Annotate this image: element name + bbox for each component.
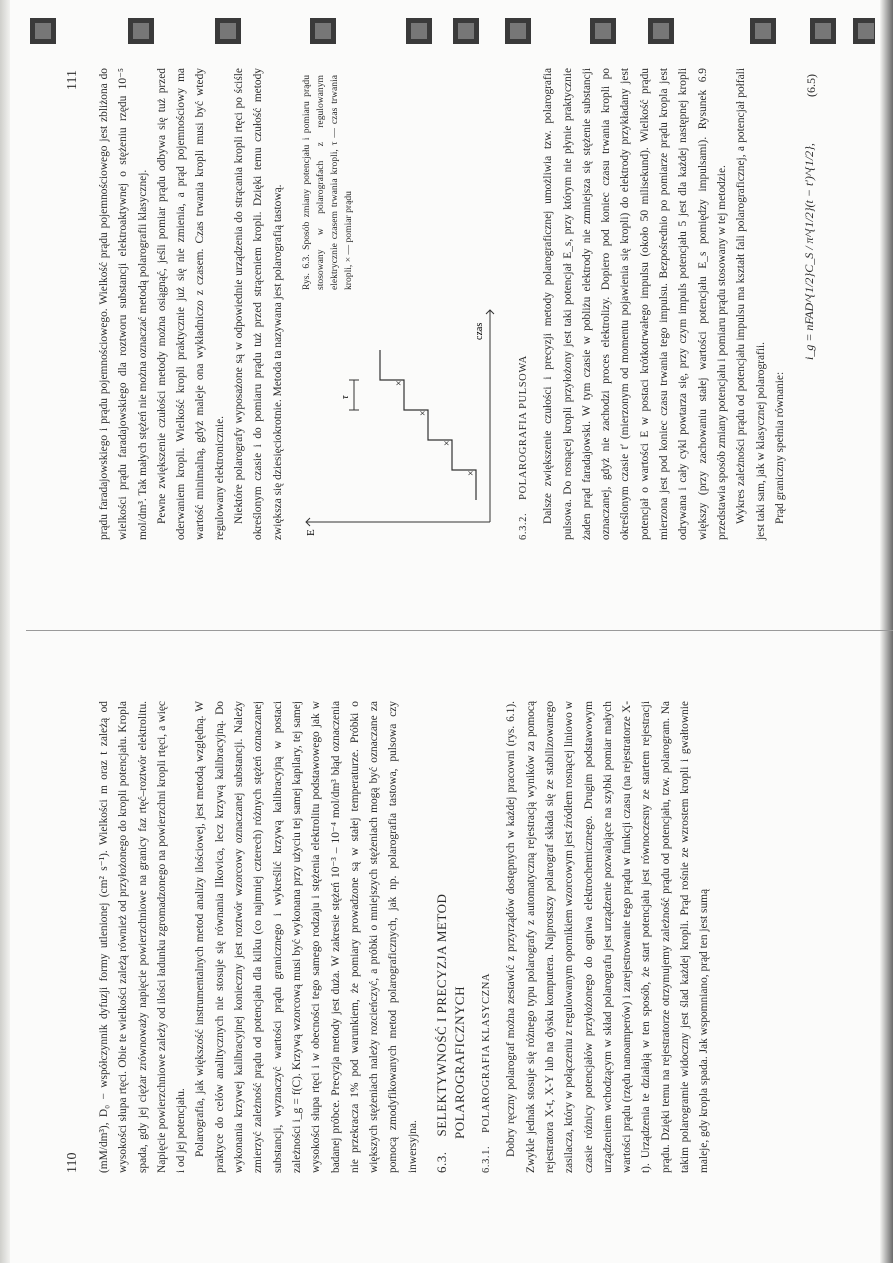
paragraph: Pewne zwiększenie czułości metody można osiągnąć, jeśli pomiar prądu odbywa się tuż przed oderwaniem kropli. Wielkość kropli praktycznie już się nie zmienia, a prąd pojemnościowy ma wartość minimalną, gdyż maleje ona wykładniczo z czasem. Czas trwania kropli musi być wtedy regulowany elektronicznie. <box>155 68 226 540</box>
paragraph: Prąd graniczny spełnia równanie: <box>773 371 786 524</box>
paragraph: (mM/dm³), D₀ − współczynnik dyfuzji formy utlenionej (cm² s⁻¹). Wielkości m oraz t zależą od wysokości słupa rtęci. Obie te wielkości zależą również od przyłożonego do kropli potencjału. Kropla spada, gdy jej ciężar zrównoważy napięcie powierzchniowe na granicy faz rtęć–roztwór elektrolitu. Napięcie powierzchniowe zależy od ilości ładunku zgromadzonego na powierzchni kropli rtęci, a więc i od jej potencjału. <box>98 701 188 1173</box>
potential-staircase-diagram <box>294 300 506 540</box>
section-title: SELEKTYWNOŚĆ I PRECYZJA METOD <box>434 893 450 1137</box>
subsection-heading <box>477 701 496 1173</box>
paragraph: prądu faradajowskiego i prądu pojemnościowego. Wielkość prądu pojemnościowego jest zbliżona do wielkości prądu faradajowskiego dla roztworu substancji elektroaktywnej o stężeniu rzędu 10⁻⁵ mol/dm³. Tak małych stężeń nie można oznaczać metodą polarografii klasycznej. <box>98 68 149 540</box>
section-number: 6.3. <box>434 1151 450 1173</box>
equation-formula: i_g = nFAD^{1/2}C_S / π^{1/2}(t − t′)^{1/2}, <box>802 143 817 360</box>
figure-6-3 <box>294 68 506 540</box>
current-measure-mark: × <box>441 440 453 446</box>
left-page <box>0 633 893 1263</box>
paragraph: Polarografia, jak większość instrumentalnych metod analizy ilościowej, jest metodą względną. W praktyce do celów analitycznych nie stosuje się równania Ilkovica, lecz krzywą kalibracyjną. Do wykonania krzywej kalibracyjnej konieczny jest roztwór wzorcowy oznaczanej substancji. Należy zmierzyć zależność prądu od potencjału dla kilku (co najmniej czterech) różnych stężeń oznaczanej substancji, wyznaczyć wartości prądu granicznego i wykreślić krzywą kalibracyjną w postaci zależności i_g = f(C). Krzywą wzorcową musi być wykonana przy użyciu tej samej kapilary, tej samej wysokości słupa rtęci i w obecności tego samego rodzaju i stężenia elektrolitu podstawowego jak w badanej próbce. Precyzja metody jest duża. W zakresie stężeń 10⁻³ – 10⁻⁴ mol/dm³ błąd oznaczenia nie przekracza 1% pod warunkiem, że pomiary prowadzone są w stałej temperaturze. Próbki o większych stężeniach należy rozcieńczyć, a próbki o mniejszych stężeniach mogą być oznaczane za pomocą zmodyfikowanych metod polarograficznych, jak np. polarografia tastowa, pulsowa czy inwersyjna. <box>194 701 419 1173</box>
text-column <box>95 701 715 1173</box>
page-number: 110 <box>65 1152 80 1173</box>
current-measure-mark: × <box>417 410 429 416</box>
current-measure-mark: × <box>465 470 477 476</box>
subsection-title: POLAROGRAFIA KLASYCZNA <box>481 972 493 1133</box>
tau-label: τ <box>339 395 351 399</box>
figure-caption: Rys. 6.3. Sposób zmiany potencjału i pomiaru prądu stosowany w polarografach z regulowanym elektrycznie czasem trwania kropli, τ — czas trwania kropli, × — pomiar prądu <box>300 75 354 290</box>
paragraph: Niektóre polarografy wyposażone są w odpowiednie urządzenia do strącania kropli rtęci po ściśle określonym czasie i do pomiaru prądu tuż przed strąceniem kropli. Dzięki temu czułość metody zwiększa się dziesięciokrotnie. Metoda ta nazywana jest polarografią tastową. <box>233 68 284 540</box>
subsection-heading <box>514 68 533 540</box>
y-axis-label: E <box>304 529 317 536</box>
subsection-number: 6.3.2. <box>517 512 529 540</box>
page-number: 111 <box>65 70 80 90</box>
x-axis-label: czas <box>473 322 485 340</box>
paragraph: Wykres zależności prądu od potencjału impulsu ma kształt fali polarograficznej, a potencjał połfali jest taki sam, jak w klasycznej polarografii. <box>735 68 767 540</box>
subsection-number: 6.3.1. <box>481 1145 493 1173</box>
equation-number: (6.5) <box>804 74 819 97</box>
right-page <box>0 0 893 630</box>
current-measure-mark: × <box>393 380 405 386</box>
paragraph: Dobry ręczny polarograf można zestawić z przyrządów dostępnych w każdej pracowni (rys. 6.1). Zwykle jednak stosuje się różnego typu polarografy z automatyczną rejestracją wyników za pomocą rejestratora X-t, X-Y lub na dysku komputera. Najprostszy polarograf składa się ze stabilizowanego zasilacza, który w połączeniu z regulowanym opornikiem wzorcowym jest źródłem rosnącej liniowo w czasie różnicy potencjałów przyłożonego do ogniwa elektrochemicznego. Drugim podstawowym urządzeniem wchodzącym w skład polarografu jest urządzenie pozwalające na szybki pomiar małych wartości prądu (rzędu nanoamperów) i zarejestrowanie tego prądu w funkcji czasu (na rejestratorze X-t). Urządzenia te działają w ten sposób, że start potencjału jest równoczesny ze startem rejestracji prądu. Dzięki temu na rejestratorze otrzymujemy zależność prądu od potencjału, tzw. polarogram. Na takim polarogramie widoczny jest ślad każdej kropli. Prąd rośnie ze wzrostem kropli i gwałtownie maleje, gdy kropla spada. Jak wspomniano, prąd ten jest sumą <box>505 701 711 1173</box>
text-column <box>95 68 832 540</box>
equation-6-5 <box>796 68 826 540</box>
subsection-title: POLAROGRAFIA PULSOWA <box>517 355 529 500</box>
section-heading <box>433 701 469 1173</box>
section-title-cont: POLAROGRAFICZNYCH <box>452 986 468 1139</box>
potential-steps <box>380 350 476 500</box>
paragraph: Dalsze zwiększenie czułości i precyzji metody polarograficznej umożliwia tzw. polarografia pulsowa. Do rosnącej kropli przyłożony jest taki potencjał E_s, przy którym nie płynie praktycznie żaden prąd faradajowski. W tym czasie w pobliżu elektrody nie zmniejsza się stężenie substancji oznaczanej, gdyż nie zachodzi proces elektrolizy. Dopiero pod koniec czasu trwania kropli po określonym czasie t′ (mierzonym od momentu pojawienia się kropli) do elektrody przykładany jest potencjał o wartości E w postaci krótkotrwałego impulsu (około 50 milisekund). Wielkość prądu mierzona jest pod koniec czasu trwania tego impulsu. Bezpośrednio po pomiarze prądu kropla jest odrywana i cały cykl powtarza się, przy czym impuls potencjału 5 jest dla każdej następnej kropli większy (przy zachowaniu stałej wartości potencjału E_s pomiędzy impulsami). Rysunek 6.9 przedstawia sposób zmiany potencjału i pomiaru prądu stosowany w tej metodzie. <box>542 68 728 540</box>
